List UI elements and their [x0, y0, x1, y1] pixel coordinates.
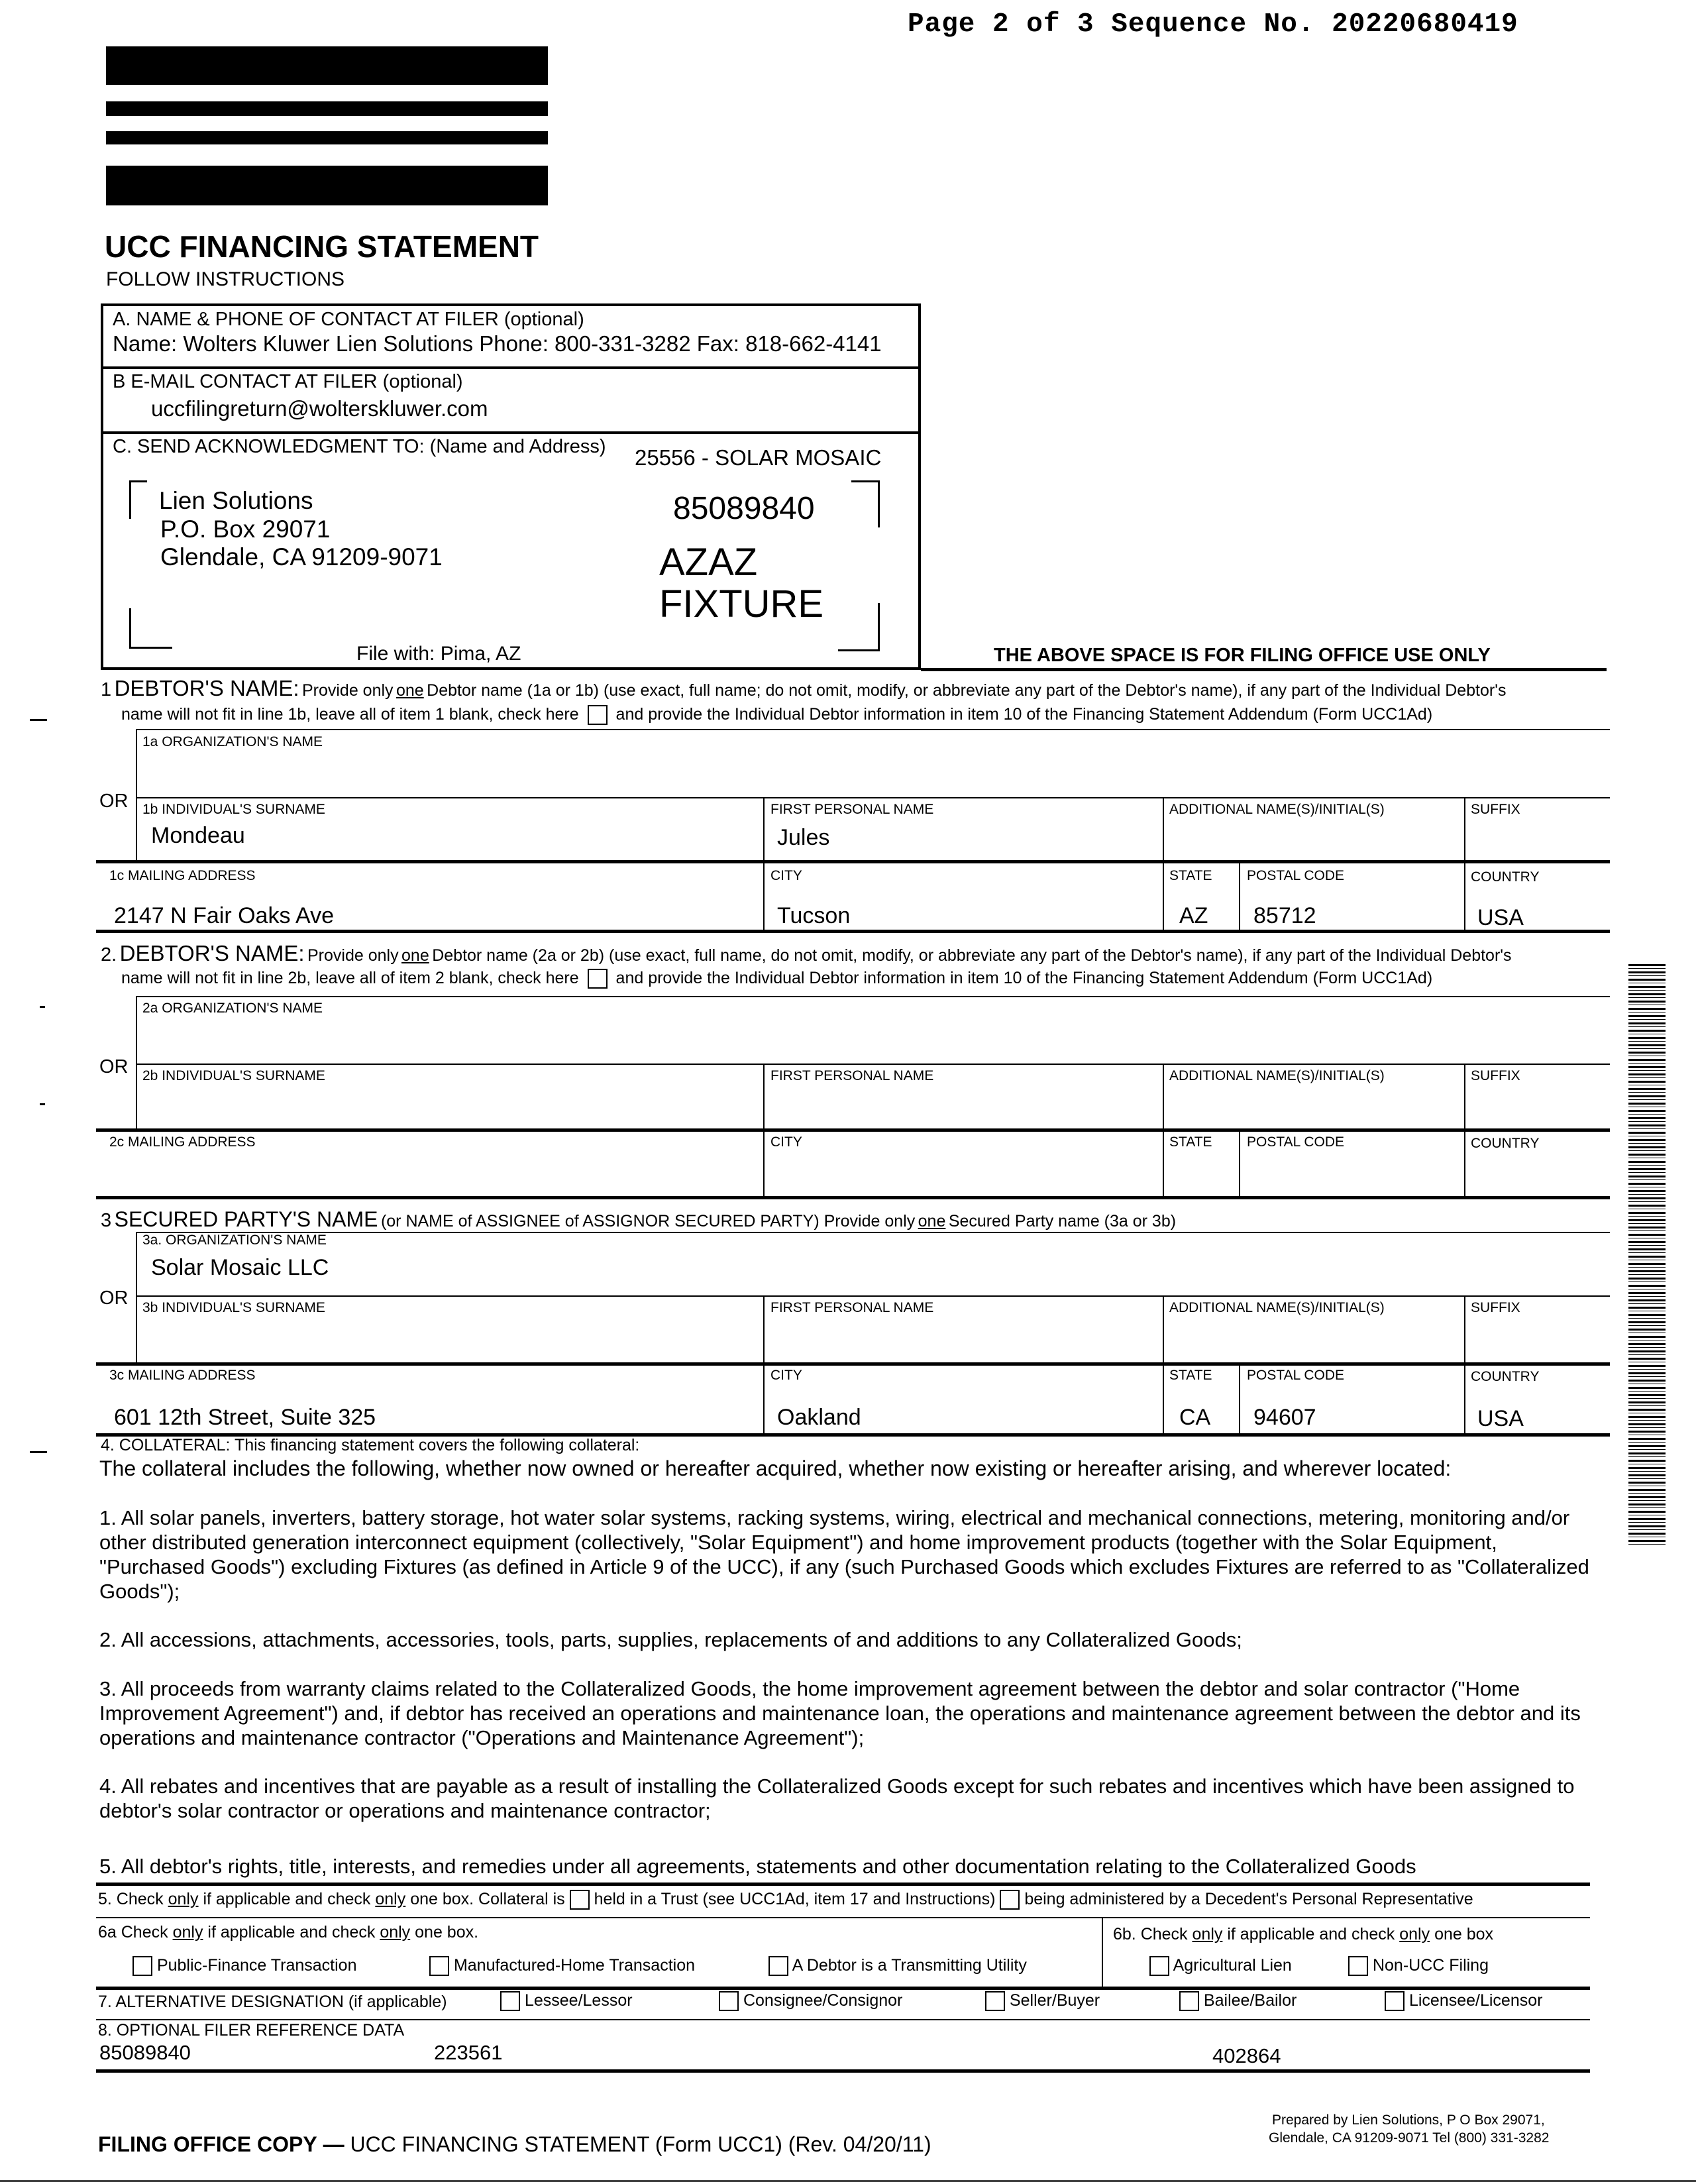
- item6a-opt3[interactable]: A Debtor is a Transmitting Utility: [768, 1956, 1027, 1976]
- secured-state-label: STATE: [1169, 1368, 1212, 1383]
- secured-or: OR: [99, 1287, 129, 1309]
- collateral-intro: The collateral includes the following, whether now owned or hereafter acquired, whether now existing or hereafter arising, and wherever located:: [99, 1456, 1452, 1480]
- secured-heading: 3 SECURED PARTY'S NAME (or NAME of ASSIGNEE of ASSIGNOR SECURED PARTY) Provide only one Secured Party name (3a or 3b): [101, 1207, 1177, 1231]
- margin-tick: [40, 1006, 45, 1008]
- item7-opt1[interactable]: Lessee/Lessor: [500, 1991, 633, 2011]
- secured-addl-label: ADDITIONAL NAME(S)/INITIAL(S): [1169, 1300, 1385, 1315]
- file-with: File with: Pima, AZ: [356, 643, 521, 665]
- item7-opt4[interactable]: Bailee/Bailor: [1179, 1991, 1297, 2011]
- debtor2-city-label: CITY: [770, 1134, 802, 1150]
- secured-postal-label: POSTAL CODE: [1247, 1368, 1345, 1383]
- item6b-opt1[interactable]: Agricultural Lien: [1149, 1956, 1292, 1976]
- debtor2-country-label: COUNTRY: [1471, 1136, 1540, 1151]
- debtor2-mail-label: 2c MAILING ADDRESS: [109, 1134, 256, 1150]
- debtor1-individual-checkbox[interactable]: [588, 705, 608, 725]
- item5-trust-checkbox[interactable]: [570, 1890, 590, 1910]
- address-bracket-bottom-left: [129, 608, 172, 649]
- bailee-bailor-checkbox[interactable]: [1179, 1991, 1199, 2011]
- manufactured-home-checkbox[interactable]: [429, 1956, 449, 1976]
- secured-org: Solar Mosaic LLC: [151, 1255, 329, 1280]
- debtor2-individual-checkbox[interactable]: [588, 969, 608, 989]
- section-b-label: B E-MAIL CONTACT AT FILER (optional): [113, 371, 463, 392]
- ack-address-line2: P.O. Box 29071: [160, 516, 331, 543]
- debtor2-addl-label: ADDITIONAL NAME(S)/INITIAL(S): [1169, 1068, 1385, 1083]
- item7-label: 7. ALTERNATIVE DESIGNATION (if applicable): [98, 1993, 447, 2011]
- item8-ref1: 85089840: [99, 2041, 191, 2064]
- licensee-licensor-checkbox[interactable]: [1385, 1991, 1404, 2011]
- agricultural-lien-checkbox[interactable]: [1149, 1956, 1169, 1976]
- item8-label: 8. OPTIONAL FILER REFERENCE DATA: [98, 2021, 405, 2040]
- item6a-opt1[interactable]: Public-Finance Transaction: [132, 1956, 357, 1976]
- redaction-bar: [106, 101, 548, 116]
- collateral-p1: 1. All solar panels, inverters, battery storage, hot water solar systems, racking systems, wiring, electrical and mechanical connections, metering, monitoring and/or other distributed generation interconnect equipment (collectively, "Solar Equipment") and home improvement products (together with the Solar Equipment, "Purchased Goods") excluding Fixtures (as defined in Article 9 of the UCC), if any (such Purchased Goods which excludes Fixtures are referred to as "Collateralized Goods");: [99, 1506, 1589, 1603]
- ack-address-line1: Lien Solutions: [159, 487, 313, 514]
- item7-opt3[interactable]: Seller/Buyer: [985, 1991, 1100, 2011]
- margin-tick: [30, 1451, 47, 1453]
- debtor1-state: AZ: [1179, 903, 1208, 928]
- item6b-heading: 6b. Check only if applicable and check only one box: [1113, 1925, 1494, 1943]
- address-bracket-bottom-right: [838, 603, 880, 651]
- margin-tick: [40, 1103, 45, 1105]
- non-ucc-filing-checkbox[interactable]: [1348, 1956, 1368, 1976]
- debtor1-surname-label: 1b INDIVIDUAL'S SURNAME: [142, 802, 325, 817]
- debtor1-postal: 85712: [1253, 903, 1316, 928]
- item6a-opt2[interactable]: Manufactured-Home Transaction: [429, 1956, 695, 1976]
- follow-instructions: FOLLOW INSTRUCTIONS: [106, 268, 345, 290]
- side-barcode: [1628, 964, 1666, 1547]
- debtor1-heading: 1 DEBTOR'S NAME: Provide only one Debtor name (1a or 1b) (use exact, full name; do not omit, modify, or abbreviate any part of the Debtor's name), if any part of the Individual Debtor's: [101, 676, 1507, 700]
- collateral-label: 4. COLLATERAL: This financing statement covers the following collateral:: [101, 1436, 640, 1454]
- debtor1-addl-label: ADDITIONAL NAME(S)/INITIAL(S): [1169, 802, 1385, 817]
- secured-suffix-label: SUFFIX: [1471, 1300, 1520, 1315]
- ack-number: 85089840: [673, 491, 815, 526]
- debtor2-state-label: STATE: [1169, 1134, 1212, 1150]
- secured-postal: 94607: [1253, 1405, 1316, 1430]
- public-finance-checkbox[interactable]: [132, 1956, 152, 1976]
- contact-email: uccfilingreturn@wolterskluwer.com: [151, 396, 488, 421]
- debtor1-first: Jules: [777, 825, 830, 850]
- redaction-bar: [106, 166, 548, 205]
- secured-mail-label: 3c MAILING ADDRESS: [109, 1368, 256, 1383]
- filing-office-note: THE ABOVE SPACE IS FOR FILING OFFICE USE ONLY: [994, 645, 1491, 666]
- item5-decedent-checkbox[interactable]: [1000, 1890, 1020, 1910]
- margin-tick: [30, 719, 47, 721]
- secured-mail: 601 12th Street, Suite 325: [114, 1405, 376, 1430]
- lessee-lessor-checkbox[interactable]: [500, 1991, 520, 2011]
- consignee-consignor-checkbox[interactable]: [719, 1991, 739, 2011]
- contact-name-phone: Name: Wolters Kluwer Lien Solutions Phone: 800-331-3282 Fax: 818-662-4141: [113, 331, 882, 356]
- debtor1-country-label: COUNTRY: [1471, 869, 1540, 885]
- seller-buyer-checkbox[interactable]: [985, 1991, 1005, 2011]
- item8-ref2: 223561: [434, 2041, 503, 2064]
- debtor2-suffix-label: SUFFIX: [1471, 1068, 1520, 1083]
- ack-ref-code: 25556 - SOLAR MOSAIC: [635, 445, 882, 470]
- debtor2-instructions: name will not fit in line 2b, leave all of item 2 blank, check here and provide the Individual Debtor information in item 10 of the Financing Statement Addendum (Form UCC1Ad): [121, 969, 1432, 989]
- bottom-rule: [0, 2180, 1696, 2182]
- transmitting-utility-checkbox[interactable]: [768, 1956, 788, 1976]
- redaction-bar: [106, 131, 548, 144]
- secured-state: CA: [1179, 1405, 1211, 1430]
- collateral-p3: 3. All proceeds from warranty claims related to the Collateralized Goods, the home improvement agreement between the debtor and solar contractor ("Home Improvement Agreement") and, if debtor has received an operations and maintenance loan, the operations and maintenance agreement between the debtor and its operations and maintenance contractor ("Operations and Maintenance Agreement");: [99, 1677, 1581, 1749]
- debtor1-mail-label: 1c MAILING ADDRESS: [109, 868, 256, 883]
- secured-country: USA: [1477, 1406, 1524, 1431]
- collateral-p2: 2. All accessions, attachments, accessories, tools, parts, supplies, replacements of and additions to any Collateralized Goods;: [99, 1628, 1242, 1651]
- debtor1-suffix-label: SUFFIX: [1471, 802, 1520, 817]
- address-bracket-top-left: [129, 480, 147, 519]
- debtor1-mail: 2147 N Fair Oaks Ave: [114, 903, 334, 928]
- collateral-p4: 4. All rebates and incentives that are payable as a result of installing the Collateralized Goods except for such rebates and incentives which have been assigned to debtor's solar contractor or operations and maintenance contractor;: [99, 1774, 1575, 1822]
- debtor2-first-label: FIRST PERSONAL NAME: [770, 1068, 934, 1083]
- item6b-opt2[interactable]: Non-UCC Filing: [1348, 1956, 1489, 1976]
- item6a-heading: 6a Check only if applicable and check only one box.: [98, 1923, 479, 1941]
- address-bracket-top-right: [851, 480, 880, 527]
- debtor1-postal-label: POSTAL CODE: [1247, 868, 1345, 883]
- debtor1-state-label: STATE: [1169, 868, 1212, 883]
- secured-first-label: FIRST PERSONAL NAME: [770, 1300, 934, 1315]
- debtor1-or: OR: [99, 791, 129, 812]
- debtor2-or: OR: [99, 1056, 129, 1077]
- footer-prepared-line2: Glendale, CA 91209-9071 Tel (800) 331-3282: [1269, 2130, 1550, 2146]
- item5-row: 5. Check only if applicable and check only one box. Collateral is held in a Trust (see UCC1Ad, item 17 and Instructions) being administered by a Decedent's Personal Representative: [98, 1890, 1473, 1910]
- item8-ref3: 402864: [1212, 2044, 1281, 2067]
- ack-code-line2: FIXTURE: [659, 582, 824, 626]
- debtor1-city-label: CITY: [770, 868, 802, 883]
- section-c-label: C. SEND ACKNOWLEDGMENT TO: (Name and Address): [113, 436, 606, 457]
- debtor1-instructions: name will not fit in line 1b, leave all of item 1 blank, check here and provide the Individual Debtor information in item 10 of the Financing Statement Addendum (Form UCC1Ad): [121, 705, 1432, 725]
- debtor1-first-label: FIRST PERSONAL NAME: [770, 802, 934, 817]
- debtor1-city: Tucson: [777, 903, 851, 928]
- debtor1-org-label: 1a ORGANIZATION'S NAME: [142, 734, 323, 749]
- debtor1-surname: Mondeau: [151, 823, 245, 848]
- ack-address-line3: Glendale, CA 91209-9071: [160, 543, 443, 571]
- secured-surname-label: 3b INDIVIDUAL'S SURNAME: [142, 1300, 325, 1315]
- item7-opt2[interactable]: Consignee/Consignor: [719, 1991, 902, 2011]
- footer-prepared-line1: Prepared by Lien Solutions, P O Box 29071,: [1272, 2112, 1545, 2128]
- footer-form-line: FILING OFFICE COPY — UCC FINANCING STATEMENT (Form UCC1) (Rev. 04/20/11): [98, 2132, 931, 2156]
- secured-city: Oakland: [777, 1405, 861, 1430]
- debtor2-heading: 2. DEBTOR'S NAME: Provide only one Debtor name (2a or 2b) (use exact, full name, do not omit, modify, or abbreviate any part of the Debtor's name), if any part of the Individual Debtor's: [101, 941, 1512, 965]
- debtor2-org-label: 2a ORGANIZATION'S NAME: [142, 1001, 323, 1016]
- item7-opt5[interactable]: Licensee/Licensor: [1385, 1991, 1542, 2011]
- debtor1-country: USA: [1477, 905, 1524, 930]
- debtor2-surname-label: 2b INDIVIDUAL'S SURNAME: [142, 1068, 325, 1083]
- secured-city-label: CITY: [770, 1368, 802, 1383]
- form-title: UCC FINANCING STATEMENT: [105, 229, 539, 264]
- ack-code-line1: AZAZ: [659, 541, 758, 584]
- secured-org-label: 3a. ORGANIZATION'S NAME: [142, 1232, 327, 1248]
- page-sequence-info: Page 2 of 3 Sequence No. 20220680419: [908, 9, 1518, 40]
- redaction-bar: [106, 46, 548, 85]
- collateral-p5: 5. All debtor's rights, title, interests, and remedies under all agreements, statements and other documentation relating to the Collateralized Goods: [99, 1855, 1416, 1878]
- secured-country-label: COUNTRY: [1471, 1369, 1540, 1384]
- debtor2-postal-label: POSTAL CODE: [1247, 1134, 1345, 1150]
- section-a-label: A. NAME & PHONE OF CONTACT AT FILER (optional): [113, 309, 584, 330]
